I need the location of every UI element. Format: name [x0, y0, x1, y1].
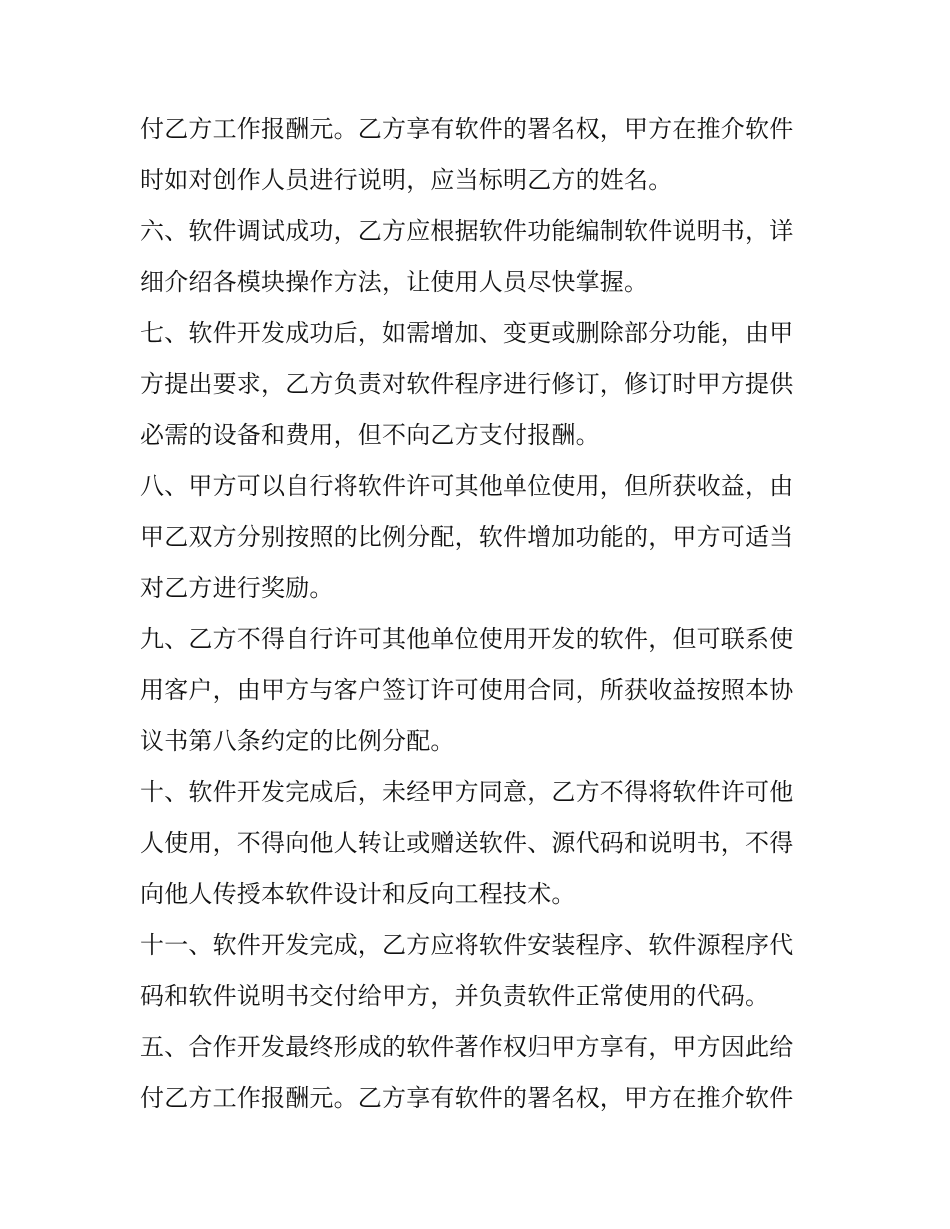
text-line: 七、软件开发成功后，如需增加、变更或删除部分功能，由甲 — [140, 319, 794, 347]
text-line: 十一、软件开发完成，乙方应将软件安装程序、软件源程序代 — [140, 931, 794, 959]
text-line: 细介绍各模块操作方法，让使用人员尽快掌握。 — [140, 268, 649, 296]
text-line: 必需的设备和费用，但不向乙方支付报酬。 — [140, 421, 600, 449]
text-line: 九、乙方不得自行许可其他单位使用开发的软件，但可联系使 — [140, 625, 794, 653]
text-line: 十、软件开发完成后，未经甲方同意，乙方不得将软件许可他 — [140, 778, 794, 806]
text-line: 付乙方工作报酬元。乙方享有软件的署名权，甲方在推介软件 — [140, 1084, 794, 1112]
text-line: 对乙方进行奖励。 — [140, 574, 334, 602]
text-line: 时如对创作人员进行说明，应当标明乙方的姓名。 — [140, 166, 673, 194]
text-line: 甲乙双方分别按照的比例分配，软件增加功能的，甲方可适当 — [140, 523, 794, 551]
text-line: 用客户，由甲方与客户签订许可使用合同，所获收益按照本协 — [140, 676, 794, 704]
text-line: 付乙方工作报酬元。乙方享有软件的署名权，甲方在推介软件 — [140, 115, 794, 143]
text-line: 八、甲方可以自行将软件许可其他单位使用，但所获收益，由 — [140, 472, 794, 500]
text-line: 议书第八条约定的比例分配。 — [140, 727, 455, 755]
document-body — [140, 104, 820, 1124]
text-line: 向他人传授本软件设计和反向工程技术。 — [140, 880, 576, 908]
text-line: 方提出要求，乙方负责对软件程序进行修订，修订时甲方提供 — [140, 370, 794, 398]
text-line: 码和软件说明书交付给甲方，并负责软件正常使用的代码。 — [140, 982, 770, 1010]
text-line: 六、软件调试成功，乙方应根据软件功能编制软件说明书，详 — [140, 217, 794, 245]
text-line: 人使用，不得向他人转让或赠送软件、源代码和说明书，不得 — [140, 829, 794, 857]
text-line: 五、合作开发最终形成的软件著作权归甲方享有，甲方因此给 — [140, 1033, 794, 1061]
